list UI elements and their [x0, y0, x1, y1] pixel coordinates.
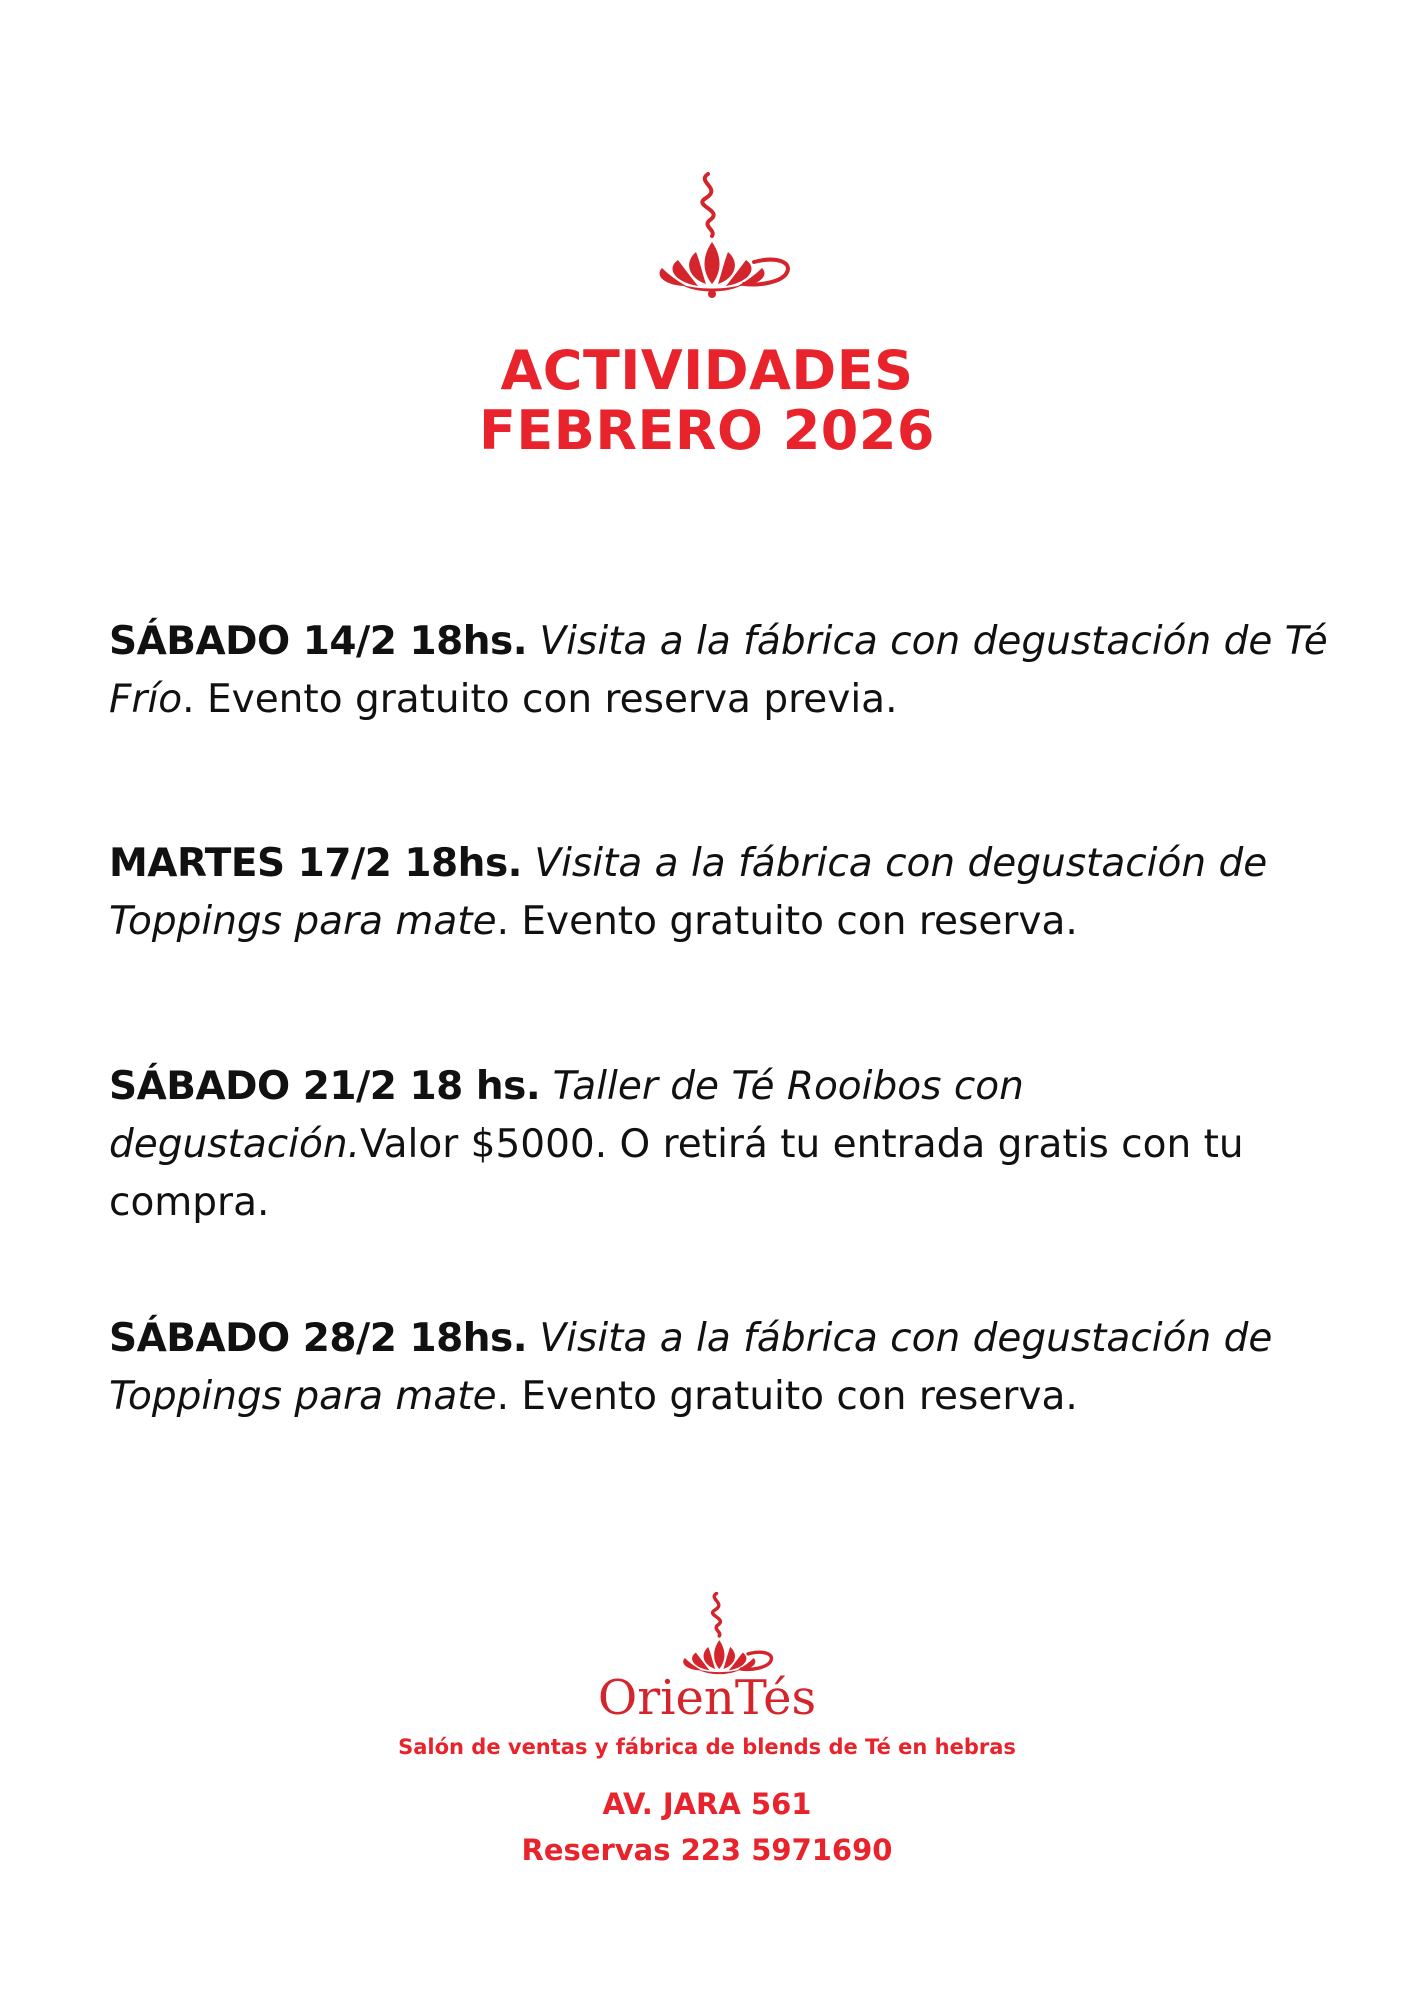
event-item — [109, 835, 1349, 951]
lotus-teacup-icon — [636, 172, 796, 300]
reservations-phone: Reservas 223 5971690 — [521, 1833, 893, 1867]
event-item — [109, 1058, 1349, 1232]
event-date: SÁBADO 21/2 18 hs. — [109, 1064, 541, 1109]
address: AV. JARA 561 — [602, 1787, 812, 1821]
event-date: SÁBADO 28/2 18hs. — [109, 1316, 528, 1361]
page-title-line1: ACTIVIDADES — [500, 339, 914, 402]
event-details: . Evento gratuito con reserva. — [496, 1374, 1078, 1419]
event-details: . Evento gratuito con reserva previa. — [182, 677, 898, 722]
event-activity: Visita a la fábrica con degustación de Toppings para mate — [109, 841, 1268, 944]
event-details: . Evento gratuito con reserva. — [496, 899, 1078, 944]
event-item — [109, 1310, 1349, 1426]
brand-name: OrienTés — [597, 1670, 817, 1726]
event-date: MARTES 17/2 18hs. — [109, 841, 522, 886]
event-activity: Visita a la fábrica con degustación de Toppings para mate — [109, 1316, 1273, 1419]
page-title-line2: FEBRERO 2026 — [479, 399, 935, 462]
event-item — [109, 613, 1349, 729]
lotus-teacup-icon — [667, 1592, 777, 1680]
event-activity: Visita a la fábrica con degustación de Té Frío — [109, 619, 1328, 722]
brand-tagline: Salón de ventas y fábrica de blends de Té en hebras — [398, 1735, 1016, 1759]
event-details: Valor $5000. O retirá tu entrada gratis con tu compra. — [109, 1122, 1244, 1225]
event-date: SÁBADO 14/2 18hs. — [109, 619, 528, 664]
event-activity: Taller de Té Rooibos con degustación. — [109, 1064, 1024, 1167]
